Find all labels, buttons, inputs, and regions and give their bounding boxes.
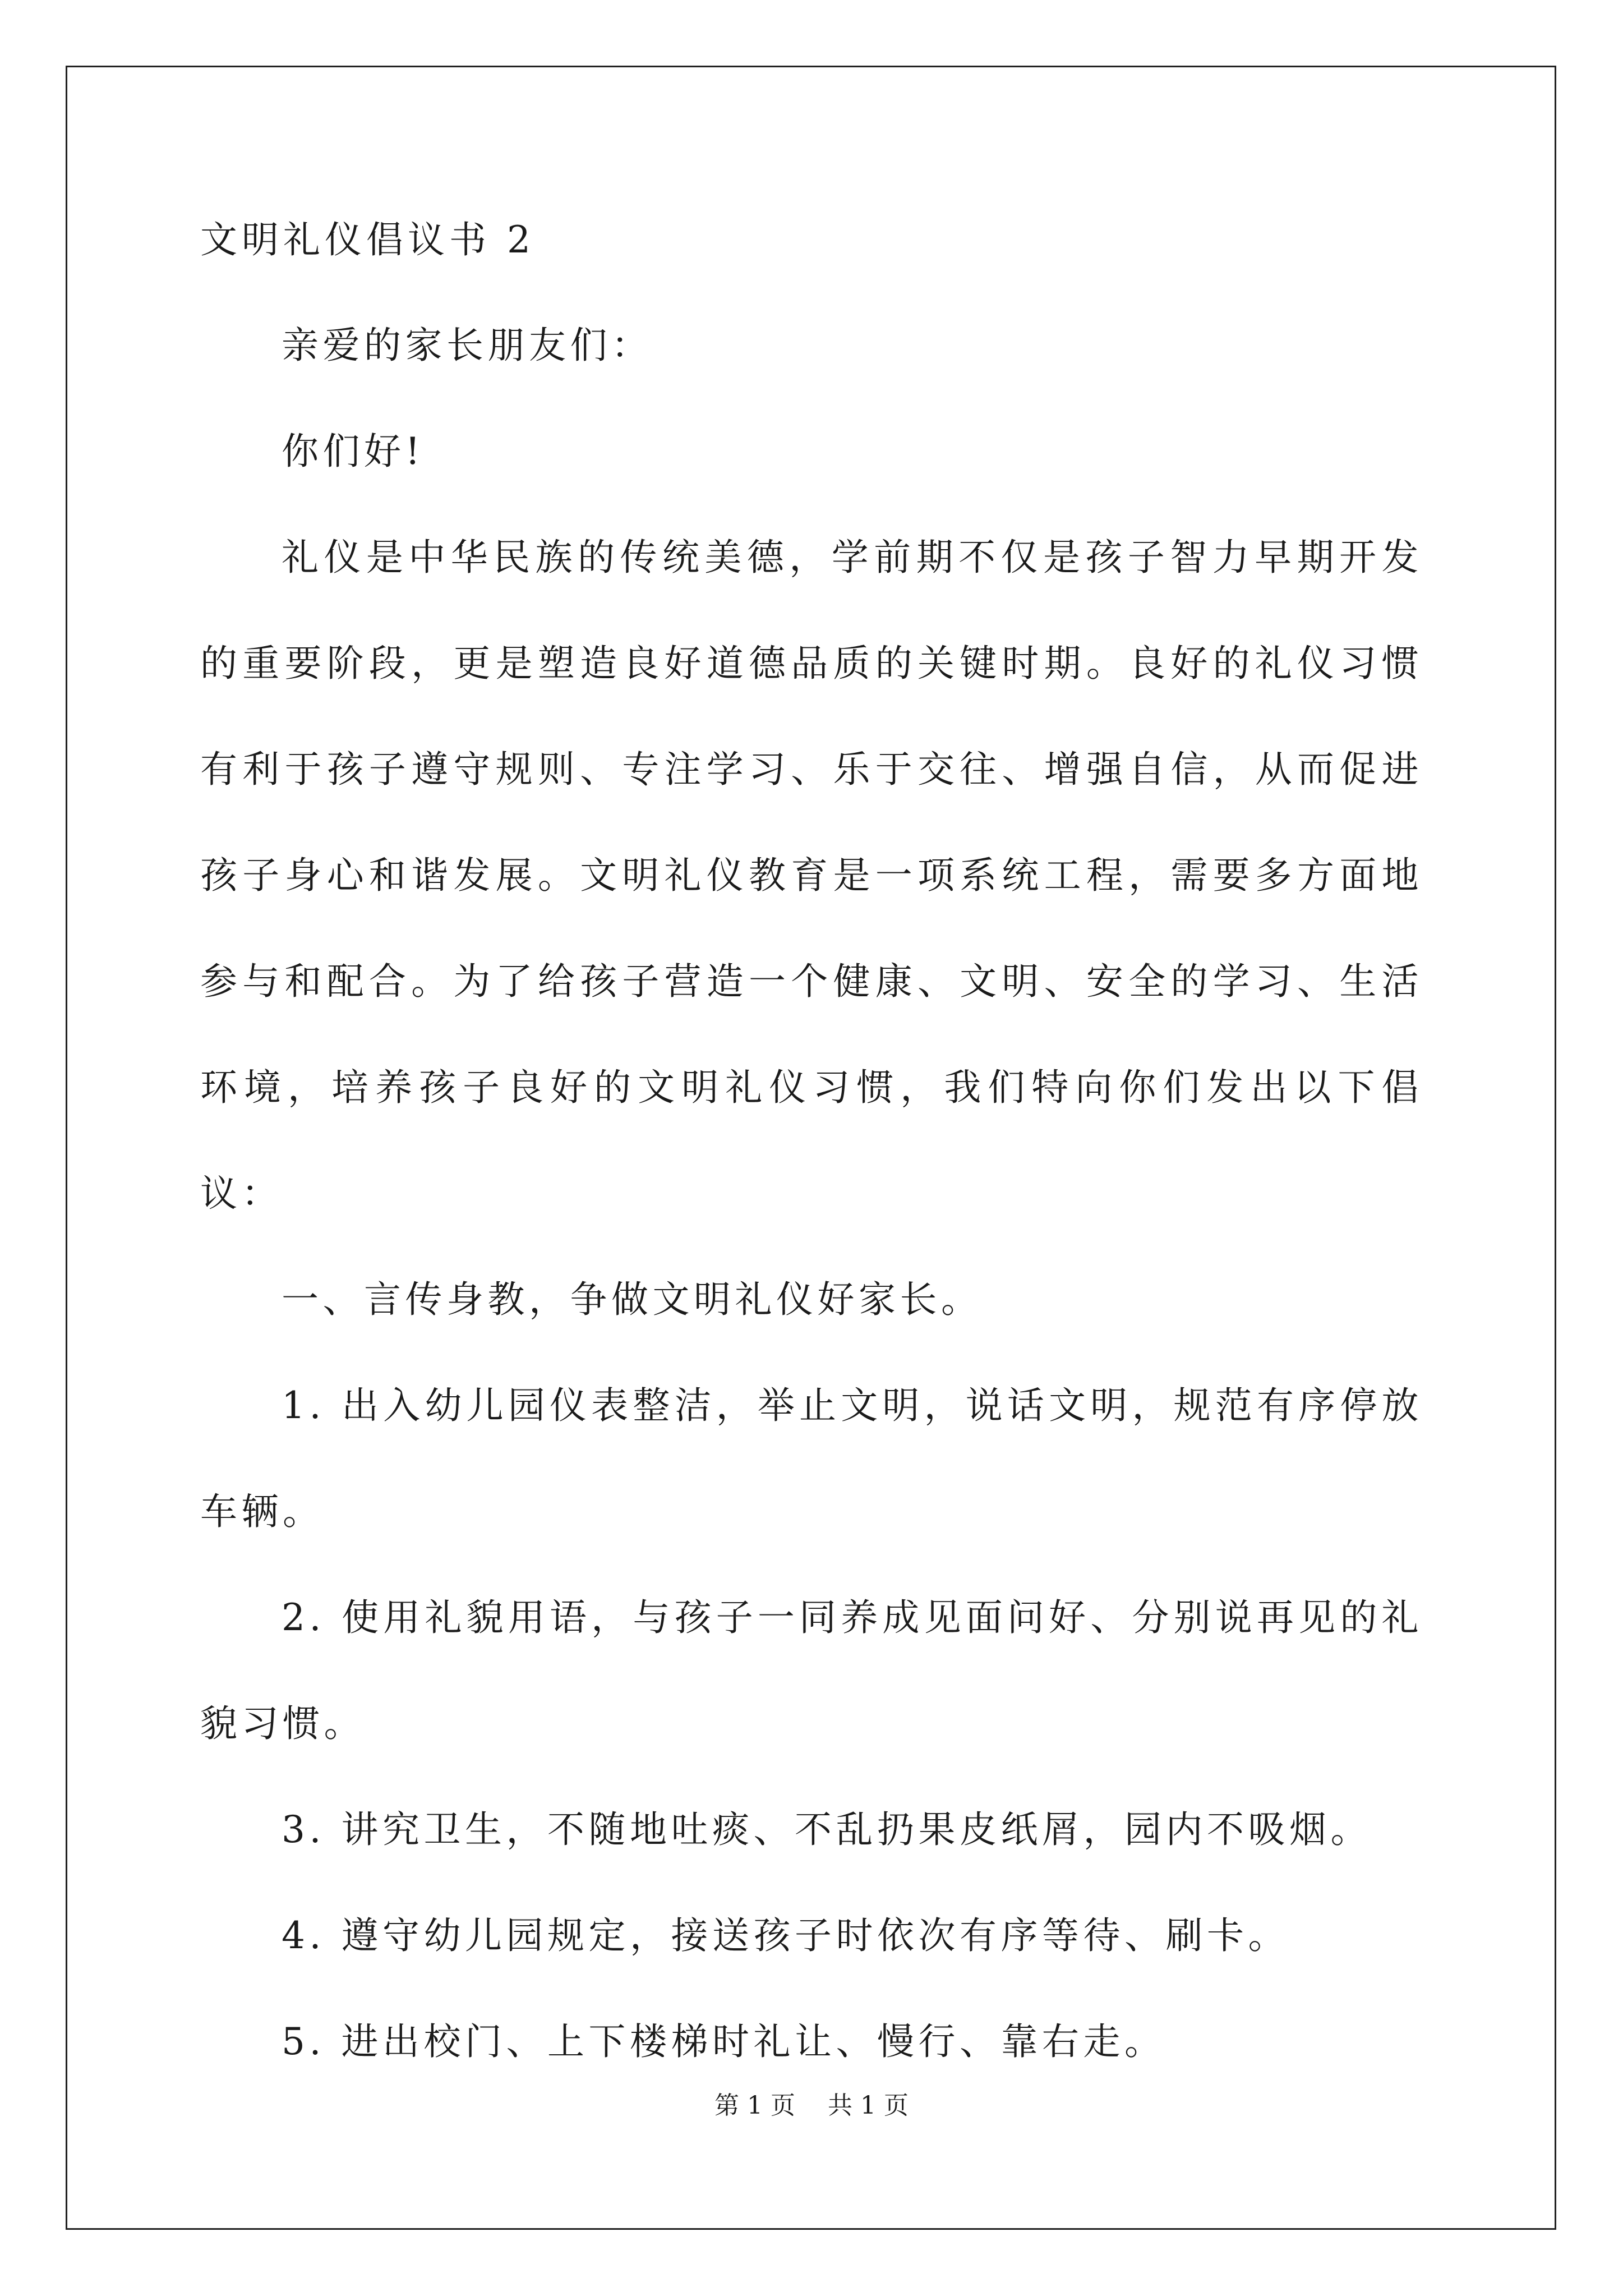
document-body — [200, 218, 1423, 2095]
paragraph-intro: 礼仪是中华民族的传统美德，学前期不仅是孩子智力早期开发的重要阶段，更是塑造良好道德品质的关键时期。良好的礼仪习惯有利于孩子遵守规则、专注学习、乐于交往、增强自信，从而促进孩子身心和谐发展。文明礼仪教育是一项系统工程，需要多方面地参与和配合。为了给孩子营造一个健康、文明、安全的学习、生活环境，培养孩子良好的文明礼仪习惯，我们特向你们发出以下倡议： — [200, 536, 1423, 1215]
paragraph-item-5: 5. 进出校门、上下楼梯时礼让、慢行、靠右走。 — [282, 2020, 1166, 2063]
paragraph-greeting: 亲爱的家长朋友们： — [282, 324, 653, 367]
document-title: 文明礼仪倡议书 2 — [200, 218, 535, 261]
paragraph-item-3: 3. 讲究卫生，不随地吐痰、不乱扔果皮纸屑，园内不吸烟。 — [282, 1808, 1372, 1851]
page-footer: 第 1 页 共 1 页 — [714, 2091, 909, 2120]
paragraph-section-heading: 一、言传身教，争做文明礼仪好家长。 — [282, 1278, 983, 1321]
paragraph-salutation: 你们好! — [282, 430, 425, 473]
paragraph-item-2: 2. 使用礼貌用语，与孩子一同养成见面问好、分别说再见的礼貌习惯。 — [200, 1596, 1423, 1745]
paragraph-item-1: 1. 出入幼儿园仪表整洁，举止文明，说话文明，规范有序停放车辆。 — [200, 1384, 1423, 1533]
paragraph-item-4: 4. 遵守幼儿园规定，接送孩子时依次有序等待、刷卡。 — [282, 1914, 1289, 1957]
